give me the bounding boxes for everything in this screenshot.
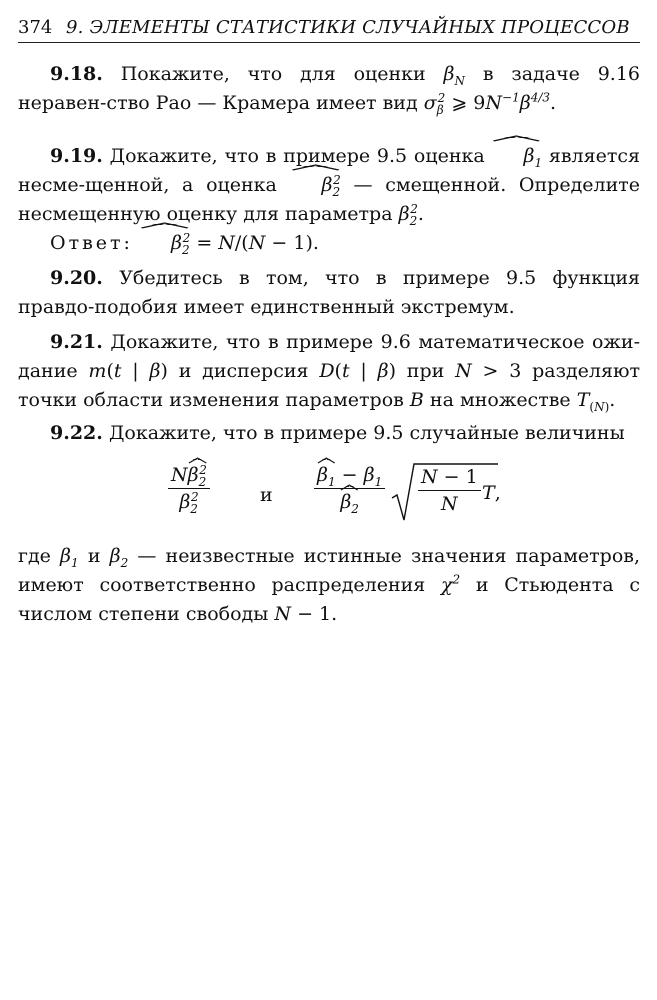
problem-number: 9.18. [50, 63, 103, 85]
math-beta2sq-hat: $\beta_2^2$ [290, 171, 341, 200]
problem-text: Покажите, что для оценки [120, 63, 426, 85]
math-variance: D(t | β) [319, 360, 396, 382]
page [18, 14, 641, 625]
problem-text: и Стьюдента с числом степени свободы [18, 574, 640, 625]
math-B: B [409, 389, 424, 411]
problem-number: 9.22. [50, 422, 103, 444]
formula-T: T, [482, 482, 501, 504]
problem-9-20 [18, 264, 640, 322]
answer-label: Ответ: [50, 232, 133, 254]
math-T-N: $T_{(N)}$ [576, 389, 610, 414]
problem-text: при [406, 360, 445, 382]
math-beta-N: $\beta_N$ [443, 63, 466, 88]
display-formula [18, 462, 640, 536]
problem-9-19: 9.19. Докажите, что в примере 9.5 оценка $\beta_1$ является несме-щенной, а оценка $\beta_2^2$ — смещенной. Определите несмещенную оценку для параметра $\beta_2^2$. Ответ: $\beta_2^2$ = N/(N − 1). [18, 142, 640, 258]
math-condition: N > 3 [455, 360, 522, 382]
problem-text: Докажите, что в примере 9.6 математическое ожи-дание [18, 331, 640, 382]
problem-9-21: 9.21. Докажите, что в примере 9.6 математическое ожи-дание m(t | β) и дисперсия D(t | β) при N > 3 разделяют точки области изменения параметров B на множестве $T_{(N)}$. [18, 331, 641, 414]
math-answer: $\beta_2^2$ = N/(N − 1) [139, 232, 313, 254]
problem-9-22 [18, 419, 640, 448]
problem-text: Докажите, что в примере 9.5 случайные величины [108, 422, 625, 444]
formula-fraction-3: $\frac{N - 1}{N}$ [418, 466, 481, 515]
math-beta2: $\beta_2$ [109, 545, 129, 570]
problem-number: 9.21. [50, 331, 103, 353]
problem-9-22-continued: где $\beta_1$ и $\beta_2$ — неизвестные истинные значения параметров, имеют соответственно распределения $\chi^2$ и Стьюдента с числом степени свободы N − 1. [18, 545, 640, 625]
problem-text: — неизвестные истинные значения параметров, имеют соответственно распределения [18, 545, 640, 596]
math-beta1-hat: $\beta_1$ [491, 142, 542, 171]
formula-conjunction: и [260, 484, 273, 506]
math-chi-square: $\chi^2$ [441, 572, 461, 596]
math-rao-cramer: $\sigma_\beta^2$ ⩾ $9N^{-1}\beta^{4/3}$ [423, 90, 551, 117]
problem-text: на множестве [429, 389, 571, 411]
running-header [18, 14, 640, 43]
problem-text: в задаче 9.16 неравен-ство Рао — Крамера имеет вид [18, 63, 641, 114]
problem-text: разделяют точки области изменения параметров [18, 360, 641, 411]
math-beta1: $\beta_1$ [60, 545, 79, 570]
problem-9-18: 9.18. Покажите, что для оценки $\beta_N$ в задаче 9.16 неравен-ство Рао — Крамера имеет вид $\sigma_\beta^2$ ⩾ $9N^{-1}\beta^{4/3}$. [18, 63, 641, 117]
problem-number: 9.20. [50, 267, 103, 289]
problem-number: 9.19. [50, 145, 103, 167]
formula-fraction-1: $\frac{N\beta_2^2}{\beta_2^2}$ [168, 464, 210, 513]
problem-text: и [87, 545, 101, 567]
math-expectation: m(t | β) [88, 360, 168, 382]
problem-text: — смещенной. Определите несмещенную оценку для параметра [18, 174, 641, 225]
problem-text: где [18, 545, 51, 567]
problem-text: является несме-щенной, а оценка [18, 145, 640, 196]
running-title: 9. ЭЛЕМЕНТЫ СТАТИСТИКИ СЛУЧАЙНЫХ ПРОЦЕССОВ [66, 17, 630, 38]
math-beta2sq: $\beta_2^2$ [398, 201, 418, 228]
problem-text: Докажите, что в примере 9.5 оценка [109, 145, 485, 167]
math-N-minus-1: N − 1 [274, 603, 332, 625]
formula-fraction-2: $\beta_1$ − $\beta_1$ $\beta_2$ [314, 464, 385, 513]
problem-text: и дисперсия [178, 360, 309, 382]
page-number: 374 [18, 17, 53, 38]
problem-text: Убедитесь в том, что в примере 9.5 функция правдо-подобия имеет единственный экстремум. [18, 267, 640, 318]
